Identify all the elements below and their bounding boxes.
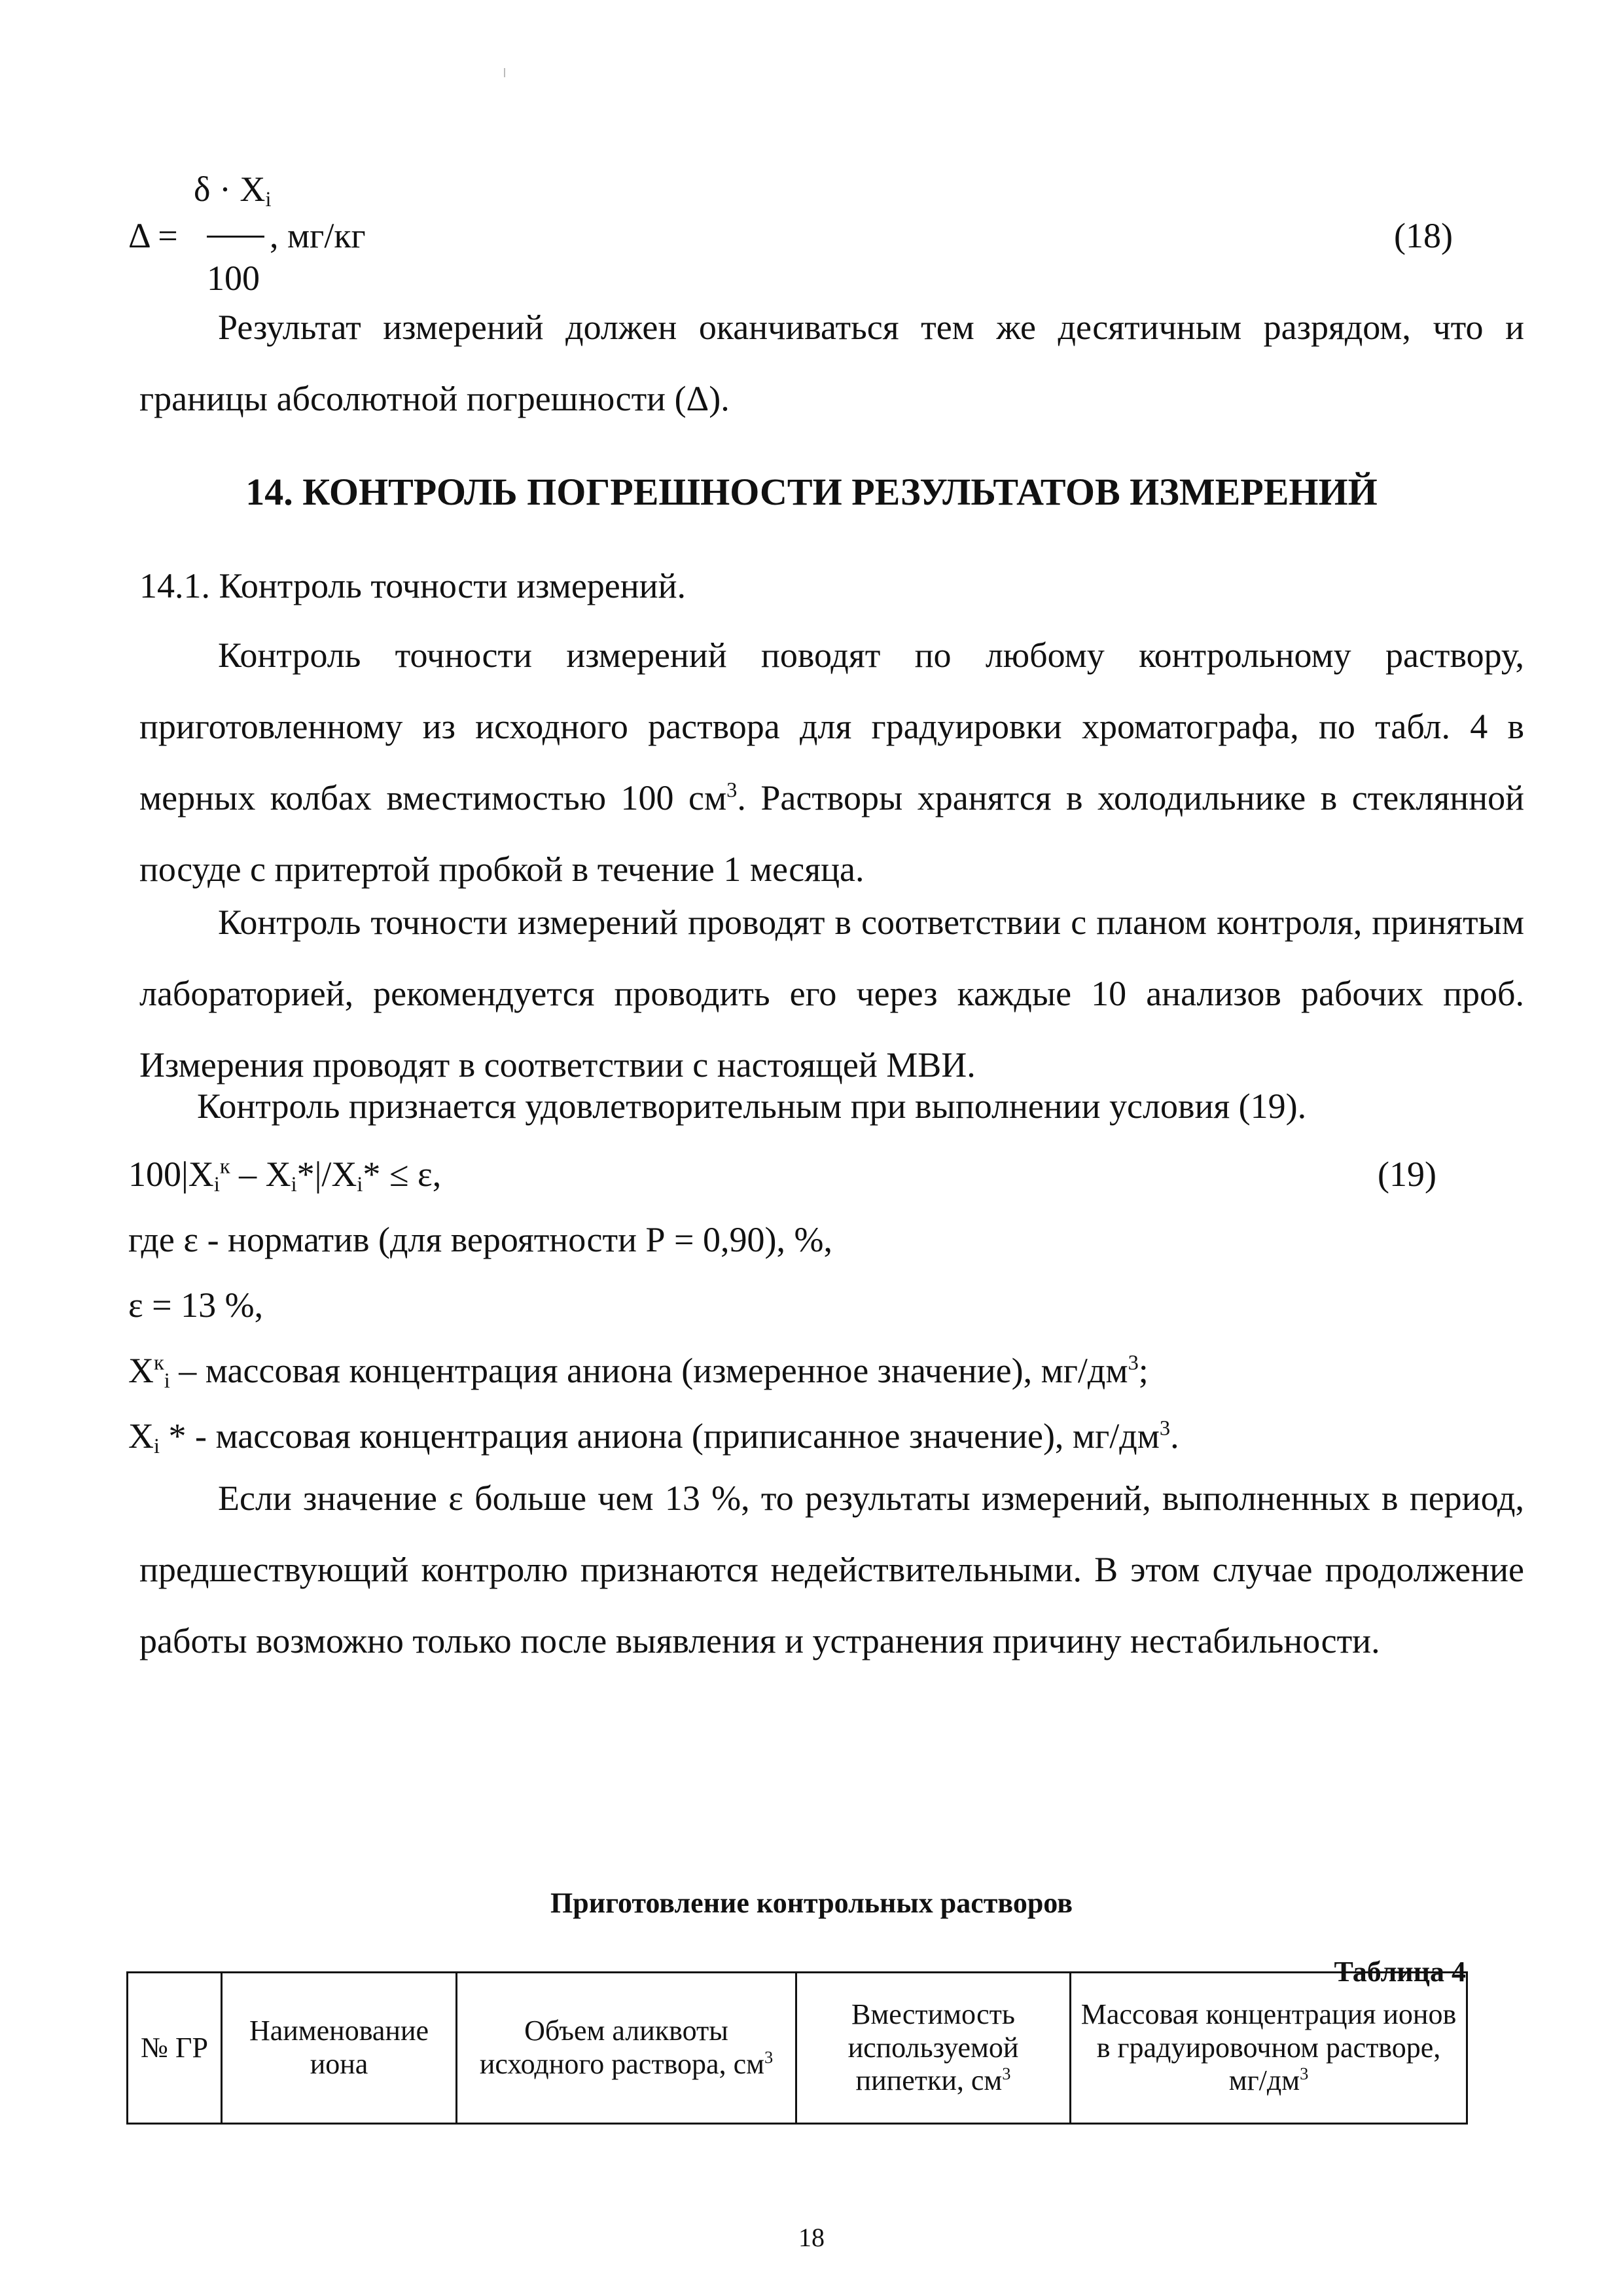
table-title: Приготовление контрольных растворов — [550, 1887, 1073, 1919]
page-number: 18 — [798, 2223, 825, 2252]
formula18-fraction-bar — [207, 236, 264, 238]
paragraph-control-plan: Контроль точности измерений проводят в соответствии с планом контроля, принятым лабораторией, рекомендуется проводить его через каждые 10 анализов рабочих проб. Измерения проводят в соответствии с настоящей МВИ. — [139, 903, 1524, 1085]
formula18-units: , мг/кг — [270, 216, 366, 255]
formula18-lhs: Δ = — [128, 216, 178, 255]
formula19: $100|X_i^к - X_i*|/X_i* \le \varepsilon$, — [128, 1155, 442, 1197]
header-aliquot-volume: Объем аликвоты исходного раствора, $см^3$ — [457, 1973, 796, 2124]
scan-speck — [504, 68, 505, 77]
definition-x-assigned: $X_i$ * - массовая концентрация аниона (приписанное значение), $мг/дм^3$. — [128, 1416, 1179, 1459]
table-label: Таблица 4 — [1334, 1956, 1466, 1988]
paragraph-invalid-results: Если значение ε больше чем 13 %, то результаты измерений, выполненных в период, предшествующий контролю признаются недействительными. В этом случае продолжение работы возможно только после выявления и устранения причину нестабильности. — [139, 1479, 1524, 1660]
definition-epsilon: где ε - норматив (для вероятности Р = 0,90), %, — [128, 1220, 832, 1259]
table-4 — [126, 1971, 1468, 2125]
formula18-numerator: $\delta \cdot X_i$ — [194, 170, 272, 212]
header-mass-concentration: Массовая концентрация ионов в градуировочном растворе, $мг/дм^3$ — [1071, 1973, 1467, 2124]
definition-x-measured: $X^к_i$ – массовая концентрация аниона (измеренное значение), $мг/дм^3$; — [128, 1351, 1149, 1393]
epsilon-value: ε = 13 %, — [128, 1285, 264, 1325]
paragraph-condition: Контроль признается удовлетворительным при выполнении условия (19). — [197, 1086, 1307, 1126]
paragraph-result: Результат измерений должен оканчиваться тем же десятичным разрядом, что и границы абсолютной погрешности (Δ). — [139, 308, 1524, 418]
formula18-number: (18) — [1394, 216, 1453, 255]
section-heading: 14. КОНТРОЛЬ ПОГРЕШНОСТИ РЕЗУЛЬТАТОВ ИЗМЕРЕНИЙ — [245, 471, 1378, 513]
formula18-denominator: 100 — [207, 259, 260, 298]
paragraph-control-accuracy: Контроль точности измерений поводят по любому контрольному раствору, приготовленному из исходного раствора для градуировки хроматографа, по табл. 4 в мерных колбах вместимостью 100 $см^3$. Растворы хранятся в холодильнике в стеклянной посуде с притертой пробкой в течение 1 месяца. — [139, 636, 1524, 889]
subsection-title: 14.1. Контроль точности измерений. — [139, 566, 686, 605]
formula19-number: (19) — [1378, 1155, 1436, 1194]
header-number: № ГР — [128, 1973, 222, 2124]
header-pipette-capacity: Вместимость используемой пипетки, $см^3$ — [796, 1973, 1071, 2124]
header-ion-name: Наименование иона — [222, 1973, 457, 2124]
table-header-row — [128, 1973, 1467, 2124]
